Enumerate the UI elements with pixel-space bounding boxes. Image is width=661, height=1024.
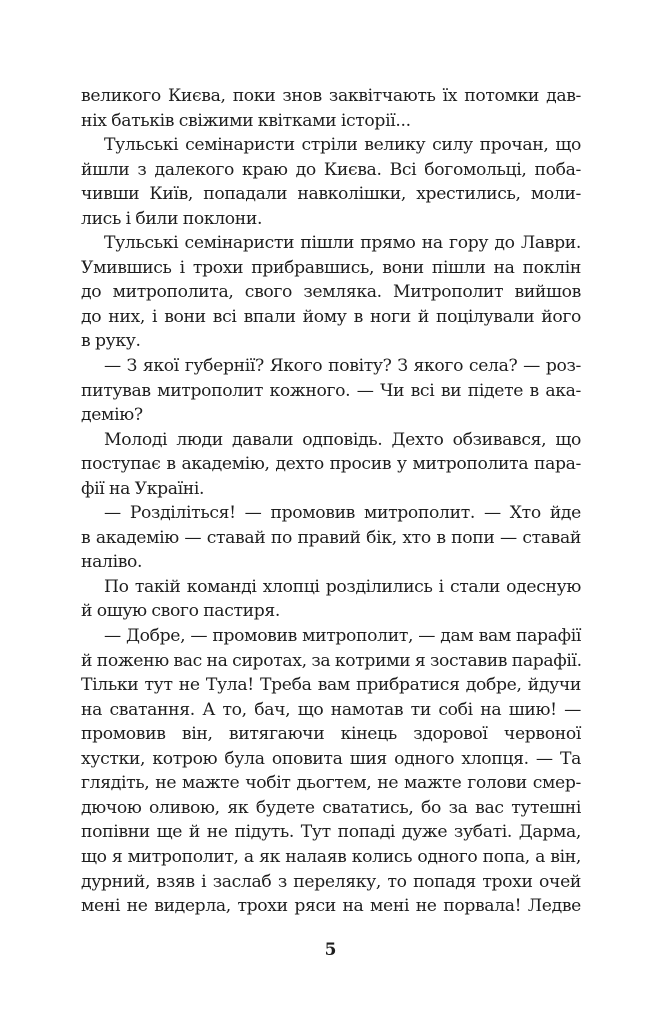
text-line: лись і били поклони. bbox=[81, 208, 263, 229]
text-line: демію? bbox=[81, 405, 143, 426]
paragraph bbox=[81, 501, 581, 575]
text-line: в академію — ставай по правий бік, хто в попи — ставай bbox=[81, 527, 581, 548]
text-line: глядіть, не мажте чобіт дьогтем, не мажте голови смер- bbox=[81, 773, 581, 794]
paragraph bbox=[81, 428, 581, 502]
text-line: Умившись і трохи прибравшись, вони пішли на поклін bbox=[81, 257, 581, 278]
paragraph bbox=[81, 624, 581, 919]
text-line: дючою оливою, як будете свататись, бо за вас тутешні bbox=[81, 797, 581, 818]
text-line: По такій команді хлопці розділились і стали одесную bbox=[104, 576, 581, 597]
text-line: наліво. bbox=[81, 552, 143, 573]
paragraph bbox=[81, 231, 581, 354]
text-line: — З якої губернії? Якого повіту? З якого села? — роз- bbox=[104, 356, 581, 377]
text-line: Тульські семінаристи пішли прямо на гору до Лаври. bbox=[104, 233, 581, 254]
text-line: Тульські семінаристи стріли велику силу прочан, що bbox=[104, 135, 581, 156]
text-line: попівни ще й не підуть. Тут попаді дуже зубаті. Дарма, bbox=[81, 822, 581, 843]
text-line: йшли з далекого краю до Києва. Всі богомольці, поба- bbox=[81, 159, 581, 180]
text-line: промовив він, витягаючи кінець здорової червоної bbox=[81, 724, 581, 745]
text-line: ніх батьків свіжими квітками історії... bbox=[81, 110, 411, 131]
text-line: дурний, взяв і заслаб з переляку, то попадя трохи очей bbox=[81, 871, 581, 892]
page-number: 5 bbox=[324, 940, 337, 960]
paragraph bbox=[81, 354, 581, 428]
text-line: фії на Україні. bbox=[81, 478, 205, 499]
text-line: мені не видерла, трохи ряси на мені не порвала! Ледве bbox=[81, 896, 581, 917]
paragraph bbox=[81, 84, 581, 133]
text-line: хустки, котрою була оповита шия одного хлопця. — Та bbox=[81, 748, 581, 769]
paragraph bbox=[81, 133, 581, 231]
text-line: питував митрополит кожного. — Чи всі ви підете в ака- bbox=[81, 380, 581, 401]
text-line: до митрополита, свого земляка. Митрополит вийшов bbox=[81, 282, 581, 303]
text-line: до них, і вони всі впали йому в ноги й поцілували його bbox=[81, 306, 581, 327]
page-body bbox=[81, 84, 581, 919]
text-line: — Розділіться! — промовив митрополит. — Хто йде bbox=[104, 503, 581, 524]
text-line: й ошую свого пастиря. bbox=[81, 601, 281, 622]
text-line: що я митрополит, а як налаяв колись одного попа, а він, bbox=[81, 846, 581, 867]
text-line: великого Києва, поки знов заквітчають їх потомки дав- bbox=[81, 86, 581, 106]
text-line: — Добре, — промовив митрополит, — дам вам парафії bbox=[104, 626, 581, 647]
text-line: в руку. bbox=[81, 331, 141, 352]
text-line: на сватання. А то, бач, що намотав ти собі на шию! — bbox=[81, 699, 581, 720]
text-line: Молоді люди давали одповідь. Дехто обзивався, що bbox=[104, 429, 581, 450]
paragraph bbox=[81, 575, 581, 624]
text-line: й поженю вас на сиротах, за котрими я зоставив парафії. bbox=[81, 650, 582, 671]
text-line: чивши Київ, попадали навколішки, хрестились, моли- bbox=[81, 184, 581, 205]
text-line: поступає в академію, дехто просив у митрополита пара- bbox=[81, 454, 581, 475]
text-line: Тільки тут не Тула! Треба вам прибратися добре, йдучи bbox=[81, 675, 581, 696]
